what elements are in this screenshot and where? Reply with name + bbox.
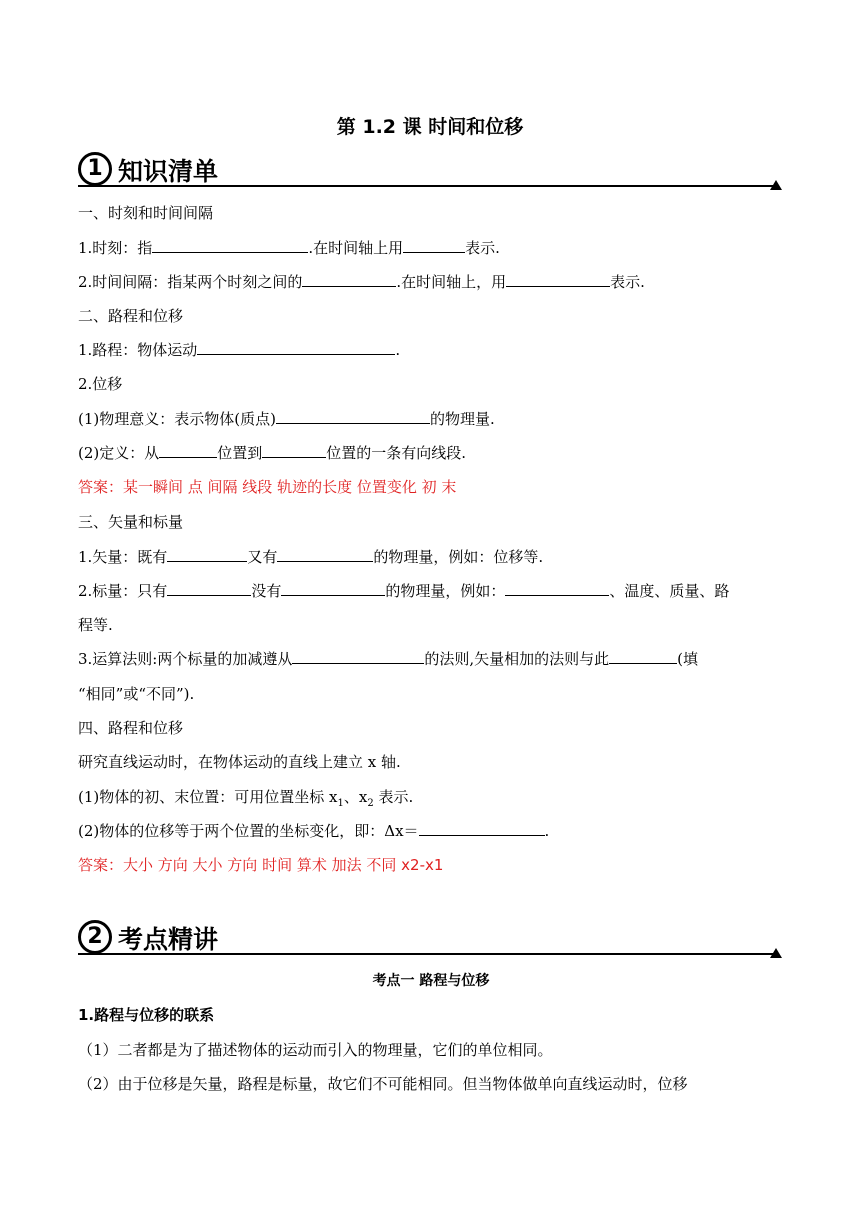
section-rule: [78, 953, 774, 955]
paragraph-2: （2）由于位移是矢量，路程是标量，故它们不可能相同。但当物体做单向直线运动时，位移: [78, 1075, 688, 1093]
answer-blank: [167, 547, 247, 562]
question-delta-x: (2)物体的位移等于两个位置的坐标变化，即：Δx＝ .: [78, 822, 550, 840]
subheading-relation: 1.路程与位移的联系: [78, 1006, 215, 1024]
question-interval: 2.时间间隔：指某两个时刻之间的 .在时间轴上，用 表示.: [78, 273, 645, 291]
paragraph-xaxis: 研究直线运动时，在物体运动的直线上建立 x 轴.: [78, 753, 401, 771]
question-scalar: 2.标量：只有 没有 的物理量，例如： 、温度、质量、路: [78, 582, 730, 600]
question-path: 1.路程：物体运动 .: [78, 341, 401, 359]
answer-blank: [167, 581, 251, 596]
section-rule: [78, 185, 774, 187]
question-rule: 3.运算法则:两个标量的加减遵从 的法则,矢量相加的法则与此 (填: [78, 650, 699, 668]
section-header-key-points: [78, 920, 782, 956]
triangle-icon: [770, 948, 782, 958]
heading-coordinate: 四、路程和位移: [78, 719, 184, 737]
answer-blank: [419, 821, 545, 836]
answer-blank: [262, 443, 326, 458]
answer-blank: [276, 409, 430, 424]
answer-blank: [152, 238, 308, 253]
answer-blank: [292, 649, 424, 664]
section-number-badge: 2: [78, 920, 112, 954]
answer-line-2: 答案：大小 方向 大小 方向 时间 算术 加法 不同 x2-x1: [78, 856, 444, 874]
answer-blank: [506, 272, 610, 287]
heading-path: 二、路程和位移: [78, 307, 184, 325]
paragraph-1: （1）二者都是为了描述物体的运动而引入的物理量，它们的单位相同。: [78, 1041, 553, 1059]
answer-blank: [197, 340, 395, 355]
answer-blank: [302, 272, 396, 287]
question-scalar-cont: 程等.: [78, 616, 113, 634]
triangle-icon: [770, 180, 782, 190]
section-title: 考点精讲: [118, 925, 219, 954]
question-meaning: (1)物理意义：表示物体(质点) 的物理量.: [78, 410, 495, 428]
answer-blank: [277, 547, 373, 562]
topic-title: 考点一 路程与位移: [372, 973, 490, 989]
section-header-knowledge: [78, 152, 782, 188]
answer-blank: [403, 238, 465, 253]
answer-blank: [159, 443, 217, 458]
answer-blank: [281, 581, 385, 596]
answer-line-1: 答案：某一瞬间 点 间隔 线段 轨迹的长度 位置变化 初 末: [78, 478, 457, 496]
question-rule-cont: “相同”或“不同”).: [78, 685, 195, 703]
answer-blank: [505, 581, 609, 596]
question-moment: 1.时刻：指 .在时间轴上用 表示.: [78, 239, 500, 257]
heading-vector: 三、矢量和标量: [78, 513, 184, 531]
answer-blank: [609, 649, 677, 664]
subheading-displacement: 2.位移: [78, 375, 123, 393]
page-title: 第 1.2 课 时间和位移: [336, 116, 524, 138]
section-number-badge: 1: [78, 152, 112, 186]
question-definition: (2)定义：从 位置到 位置的一条有向线段.: [78, 444, 467, 462]
heading-time: 一、时刻和时间间隔: [78, 204, 214, 222]
section-title: 知识清单: [118, 157, 219, 186]
question-vector: 1.矢量：既有 又有 的物理量，例如：位移等.: [78, 548, 544, 566]
paragraph-positions: (1)物体的初、末位置：可用位置坐标 $x_1$、$x_2$ 表示.: [78, 788, 414, 809]
